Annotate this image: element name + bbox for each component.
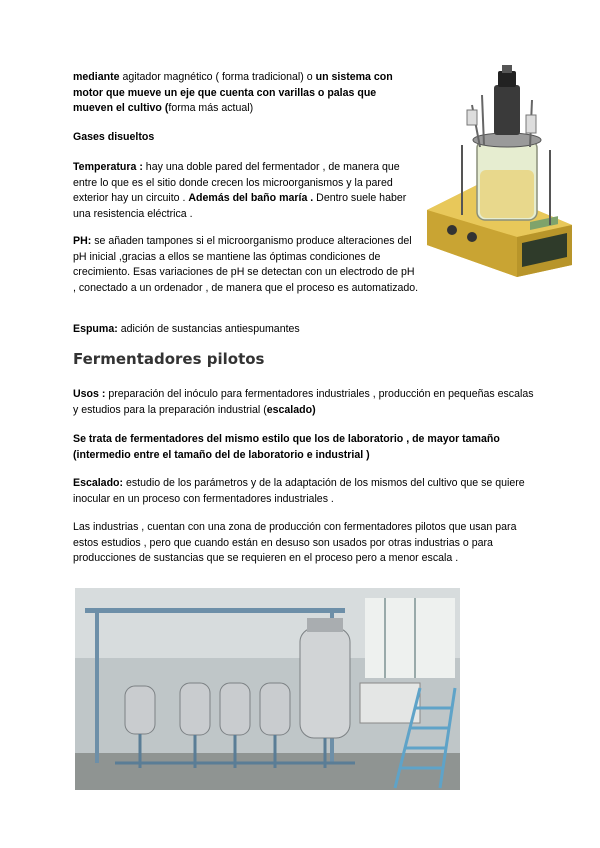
paragraph-description: Se trata de fermentadores del mismo estilo que los de laboratorio , de mayor tamaño (intermedio entre el tamaño del de laboratorio e industrial ) (73, 433, 500, 461)
bold-text: Espuma: (73, 323, 118, 335)
paragraph-ph (73, 234, 419, 296)
body-text: estudio de los parámetros y de la adaptación de los mismos del cultivo que se quiere inocular en un proceso con fermentadores industriales . (73, 477, 525, 505)
bold-text: escalado) (266, 403, 316, 416)
paragraph-foam (73, 322, 300, 338)
bold-text: Además del baño maría . (188, 192, 314, 205)
body-text: forma más actual) (168, 102, 254, 115)
body-text: agitador magnético ( forma tradicional) o (119, 71, 316, 83)
gases-label: Gases disueltos (73, 131, 155, 143)
bold-text: PH: (73, 235, 92, 247)
bold-text: Escalado: (73, 477, 124, 489)
paragraph-industries: Las industrias , cuentan con una zona de producción con fermentadores pilotos que usan para estos estudios , pero que cuando están en desuso son usados por otras industrias o para producciones de sustancias que se requieren en el proceso pero a menor escala . (73, 521, 517, 565)
bold-text: mediante (73, 71, 120, 83)
body-text: adición de sustancias antiespumantes (117, 323, 300, 335)
paragraph-uses (73, 387, 535, 418)
bold-text: un sistema con motor que mueve un eje que cuenta con varillas o palas que mueven el cultivo ( (73, 71, 393, 115)
section-heading: Fermentadores pilotos (73, 350, 265, 368)
paragraph-agitation (73, 70, 413, 117)
body-text: Dentro suele haber una resistencia eléctrica . (73, 192, 407, 220)
pilot-fermenters-image (75, 588, 460, 790)
paragraph-scaling (73, 476, 535, 507)
body-text: preparación del inóculo para fermentadores industriales , producción en pequeñas escalas y estudios para la preparación industrial ( (73, 388, 534, 416)
bold-text: Usos : (73, 388, 106, 400)
paragraph-temperature (73, 160, 421, 222)
body-text: hay una doble pared del fermentador , de manera que entre lo que es el sitio donde crecen los microorganismos y la pared exterior hay un circuito . (73, 161, 400, 205)
bold-text: Temperatura : (73, 161, 143, 173)
body-text: se añaden tampones si el microorganismo produce alteraciones del pH inicial ,gracias a ellos se mantiene las óptimas condiciones de crecimiento. Esas variaciones de pH se detectan con un electrodo de pH , conectado a un ordenador , de manera que el proceso es automatizado. (73, 235, 419, 294)
lab-fermenter-image (422, 65, 577, 280)
